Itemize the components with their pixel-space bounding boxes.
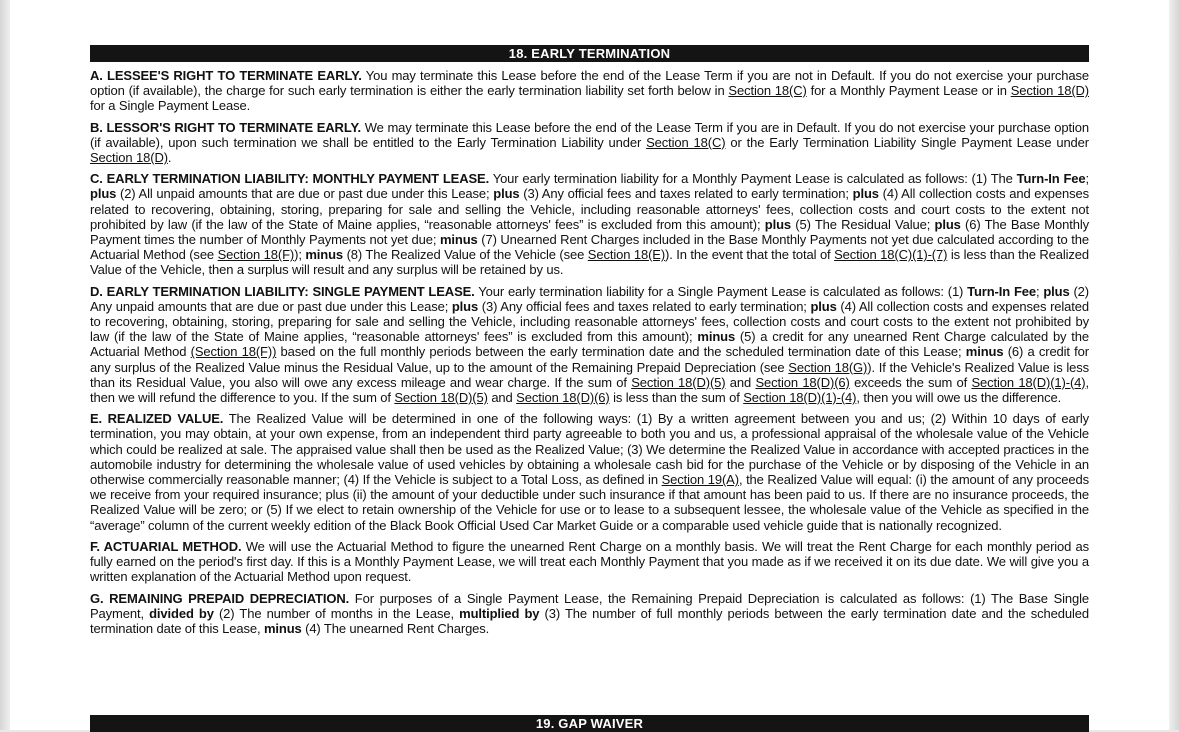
section-19-title: 19. GAP WAIVER [90,715,1089,732]
section-reference: Section 18(E) [587,247,666,263]
paragraph-text: (4) All collection costs and expenses related to recovering, obtaining, storing, preparing for sale and selling the Vehicle, including reasonable attorneys' fees, collection costs and court costs to the extent not prohibited by law (if the law of the State of Maine applies, “reasonable attorneys' fees” is excluded from this amount); [90,186,1089,232]
emphasis-term: minus [305,247,344,263]
paragraph-text: (2) All unpaid amounts that are due or past due under this Lease; [116,186,494,202]
section-reference: Section 18(D)(5) [394,390,488,406]
paragraph-text: is less than the Realized Value of the Vehicle, then a surplus will result and any surplus will be retained by us. [90,247,1090,278]
paragraph-g [90,591,1089,637]
paragraph-heading: G. REMAINING PREPAID DEPRECIATION. [90,590,350,606]
section-reference: Section 18(D)(1)-(4) [971,374,1086,390]
emphasis-term: plus [764,216,792,232]
emphasis-term: minus [263,620,302,636]
paragraph-heading: C. EARLY TERMINATION LIABILITY: MONTHLY PAYMENT LEASE. [90,171,490,187]
section-reference: Section 18(D)(1)-(4) [743,390,857,406]
viewer-left-edge [0,0,10,730]
paragraph-text: based on the full monthly periods between the early termination date and the scheduled termination date of this Lease; [276,344,966,360]
emphasis-term: plus [493,186,520,202]
section-reference: Section 18(D)(6) [516,390,610,406]
paragraph-text: (6) The Base Monthly Payment times the number of Monthly Payments not yet due; [90,216,1089,248]
paragraph-text: , then we will refund the difference to you. If the sum of [90,374,1089,406]
paragraph-text: or the Early Termination Liability Single Payment Lease under [725,134,1089,150]
paragraph-text: is less than the sum of [609,390,744,406]
paragraph-text: , the Realized Value will equal: (i) the amount of any proceeds we receive from your required insurance; plus (ii) the amount of your deductible under such insurance if that amount has been paid to us. If there are no insurance proceeds, the Realized Value will be zero; or (5) If we elect to retain ownership of the Vehicle for use or to lease to a subsequent lessee, the wholesale value of the Vehicle as specified in the “average” column of the current weekly edition of the Black Book Official Used Car Market Guide or a comparable used vehicle guide that is nationally recognized. [90,472,1089,533]
paragraph-text: for a Single Payment Lease. [90,98,251,114]
paragraph-text: . [167,150,172,166]
paragraph-text: (4) All collection costs and expenses related to recovering, obtaining, storing, preparing for sale and selling the Vehicle, including reasonable attorneys' fees, collection costs and court costs to the extent not prohibited by law (if the law of the State of Maine applies, “reasonable attorneys' fees” is excluded from this amount); [90,298,1089,345]
paragraph-text: for a Monthly Payment Lease or in [806,83,1011,99]
paragraph-text: (3) Any official fees and taxes related to early termination; [478,298,811,314]
emphasis-term: multiplied by [459,605,540,621]
paragraph-text: Your early termination liability for a Single Payment Lease is calculated as follows: (1) [474,283,968,299]
paragraph-text: (8) The Realized Value of the Vehicle (see [343,247,588,263]
paragraph-text: (6) a credit for any surplus of the Realized Value minus the Residual Value, up to the amount of the Remaining Prepaid Depreciation (see [90,344,1089,375]
paragraph-heading: A. LESSEE'S RIGHT TO TERMINATE EARLY. [90,68,362,83]
section-reference: Section 18(D) [90,150,168,166]
emphasis-term: plus [90,186,117,202]
section-reference: (Section 18(F)) [190,344,277,360]
paragraph-text: The Realized Value will be determined in one of the following ways: (1) By a written agreement between you and us; (2) Within 10 days of early termination, you may obtain, at your own expense, from an independent third party agreeable to both you and us, a professional appraisal of the wholesale value of the Vehicle which could be realized at sale. The appraised value shall then be used as the Realized Value; (3) We determine the Realized Value in accordance with accepted practices in the automobile industry for determining the wholesale value of used vehicles by obtaining a wholesale cash bid for the purchase of the Vehicle or by disposing of the Vehicle in an otherwise commercially reasonable manner; (4) If the Vehicle is subject to a Total Loss, as defined in [90,411,1089,488]
paragraph-heading: F. ACTUARIAL METHOD. [90,538,242,554]
paragraph-a [90,68,1089,114]
paragraph-text: (5) a credit for any unearned Rent Charge calculated by the Actuarial Method [90,329,1089,360]
paragraph-heading: E. REALIZED VALUE. [90,411,224,427]
paragraph-d [90,284,1089,406]
emphasis-term: divided by [149,605,214,621]
paragraph-text: We may terminate this Lease before the end of the Lease Term if you are in Default. If you do not exercise your purchase option (if available), upon such termination we shall be entitled to the Early Termination Liability under [90,119,1089,150]
paragraph-text: (7) Unearned Rent Charges included in the Base Monthly Payments not yet due calculated according to the Actuarial Method (see [90,232,1089,263]
section-reference: Section 18(D)(5) [631,374,726,390]
section-reference: Section 18(G) [788,359,868,375]
paragraph-text: (2) The number of months in the Lease, [213,605,460,621]
emphasis-term: plus [934,216,961,232]
emphasis-term: minus [697,329,736,345]
paragraph-text: For purposes of a Single Payment Lease, the Remaining Prepaid Depreciation is calculated as follows: (1) The Base Single Payment, [90,590,1089,621]
paragraph-text: and [725,374,756,390]
emphasis-term: plus [1043,283,1070,299]
section-reference: Section 18(C)(1)-(7) [834,247,948,263]
paragraph-text: (2) Any unpaid amounts that are due or past due under this Lease; [90,283,1089,314]
paragraph-heading: D. EARLY TERMINATION LIABILITY: SINGLE PAYMENT LEASE. [90,283,475,299]
paragraph-text: exceeds the sum of [849,374,972,390]
paragraph-text: (4) The unearned Rent Charges. [301,620,490,636]
paragraph-text: (3) Any official fees and taxes related to early termination; [519,186,853,202]
paragraph-text: (5) The Residual Value; [791,216,935,232]
paragraph-text: We will use the Actuarial Method to figure the unearned Rent Charge on a monthly basis. We will treat the Rent Charge for each monthly period as fully earned on the period's first day. If this is a Monthly Payment Lease, we will treat each Monthly Payment that you made as if we received it on its due date. We will give you a written explanation of the Actuarial Method upon request. [90,538,1090,585]
paragraph-text: ). In the event that the total of [665,247,835,263]
paragraph-b [90,120,1089,166]
section-reference: Section 19(A) [661,472,739,488]
emphasis-term: Turn-In Fee [1016,171,1086,187]
paragraph-text: ; [1035,283,1044,299]
emphasis-term: plus [852,186,879,202]
paragraph-text: You may terminate this Lease before the end of the Lease Term if you are not in Default. If you do not exercise your purchase option (if available), the charge for such early termination is either the early termination liability set forth below in [90,68,1089,99]
paragraph-heading: B. LESSOR'S RIGHT TO TERMINATE EARLY. [90,119,362,135]
paragraph-text: ; [1085,171,1090,187]
section-reference: Section 18(C) [646,134,726,150]
emphasis-term: minus [439,232,478,248]
paragraph-e [90,411,1089,533]
paragraph-text: (3) The number of full monthly periods between the early termination date and the scheduled termination date of this Lease, [90,605,1089,636]
section-reference: Section 18(F) [217,247,295,263]
emphasis-term: plus [810,298,837,314]
paragraph-text: , then you will owe us the difference. [856,390,1062,406]
emphasis-term: Turn-In Fee [967,283,1036,299]
section-reference: Section 18(D)(6) [755,374,850,390]
paragraph-text: ). If the Vehicle's Realized Value is less than its Residual Value, you also will owe any excess mileage and wear charge. If the sum of [90,359,1089,390]
section-reference: Section 18(C) [728,83,807,99]
paragraph-f [90,539,1089,585]
section-18-title: 18. EARLY TERMINATION [90,45,1089,62]
paragraph-text: Your early termination liability for a Monthly Payment Lease is calculated as follows: (1) The [489,171,1017,187]
paragraph-c [90,171,1089,277]
emphasis-term: plus [451,298,479,314]
section-reference: Section 18(D) [1010,83,1090,99]
document-content [90,45,1090,731]
paragraph-text: ); [294,247,306,263]
viewer-right-edge [1169,0,1179,730]
section-18-body [90,68,1089,636]
emphasis-term: minus [965,344,1004,360]
paragraph-text: and [487,390,517,406]
document-page [10,0,1169,730]
